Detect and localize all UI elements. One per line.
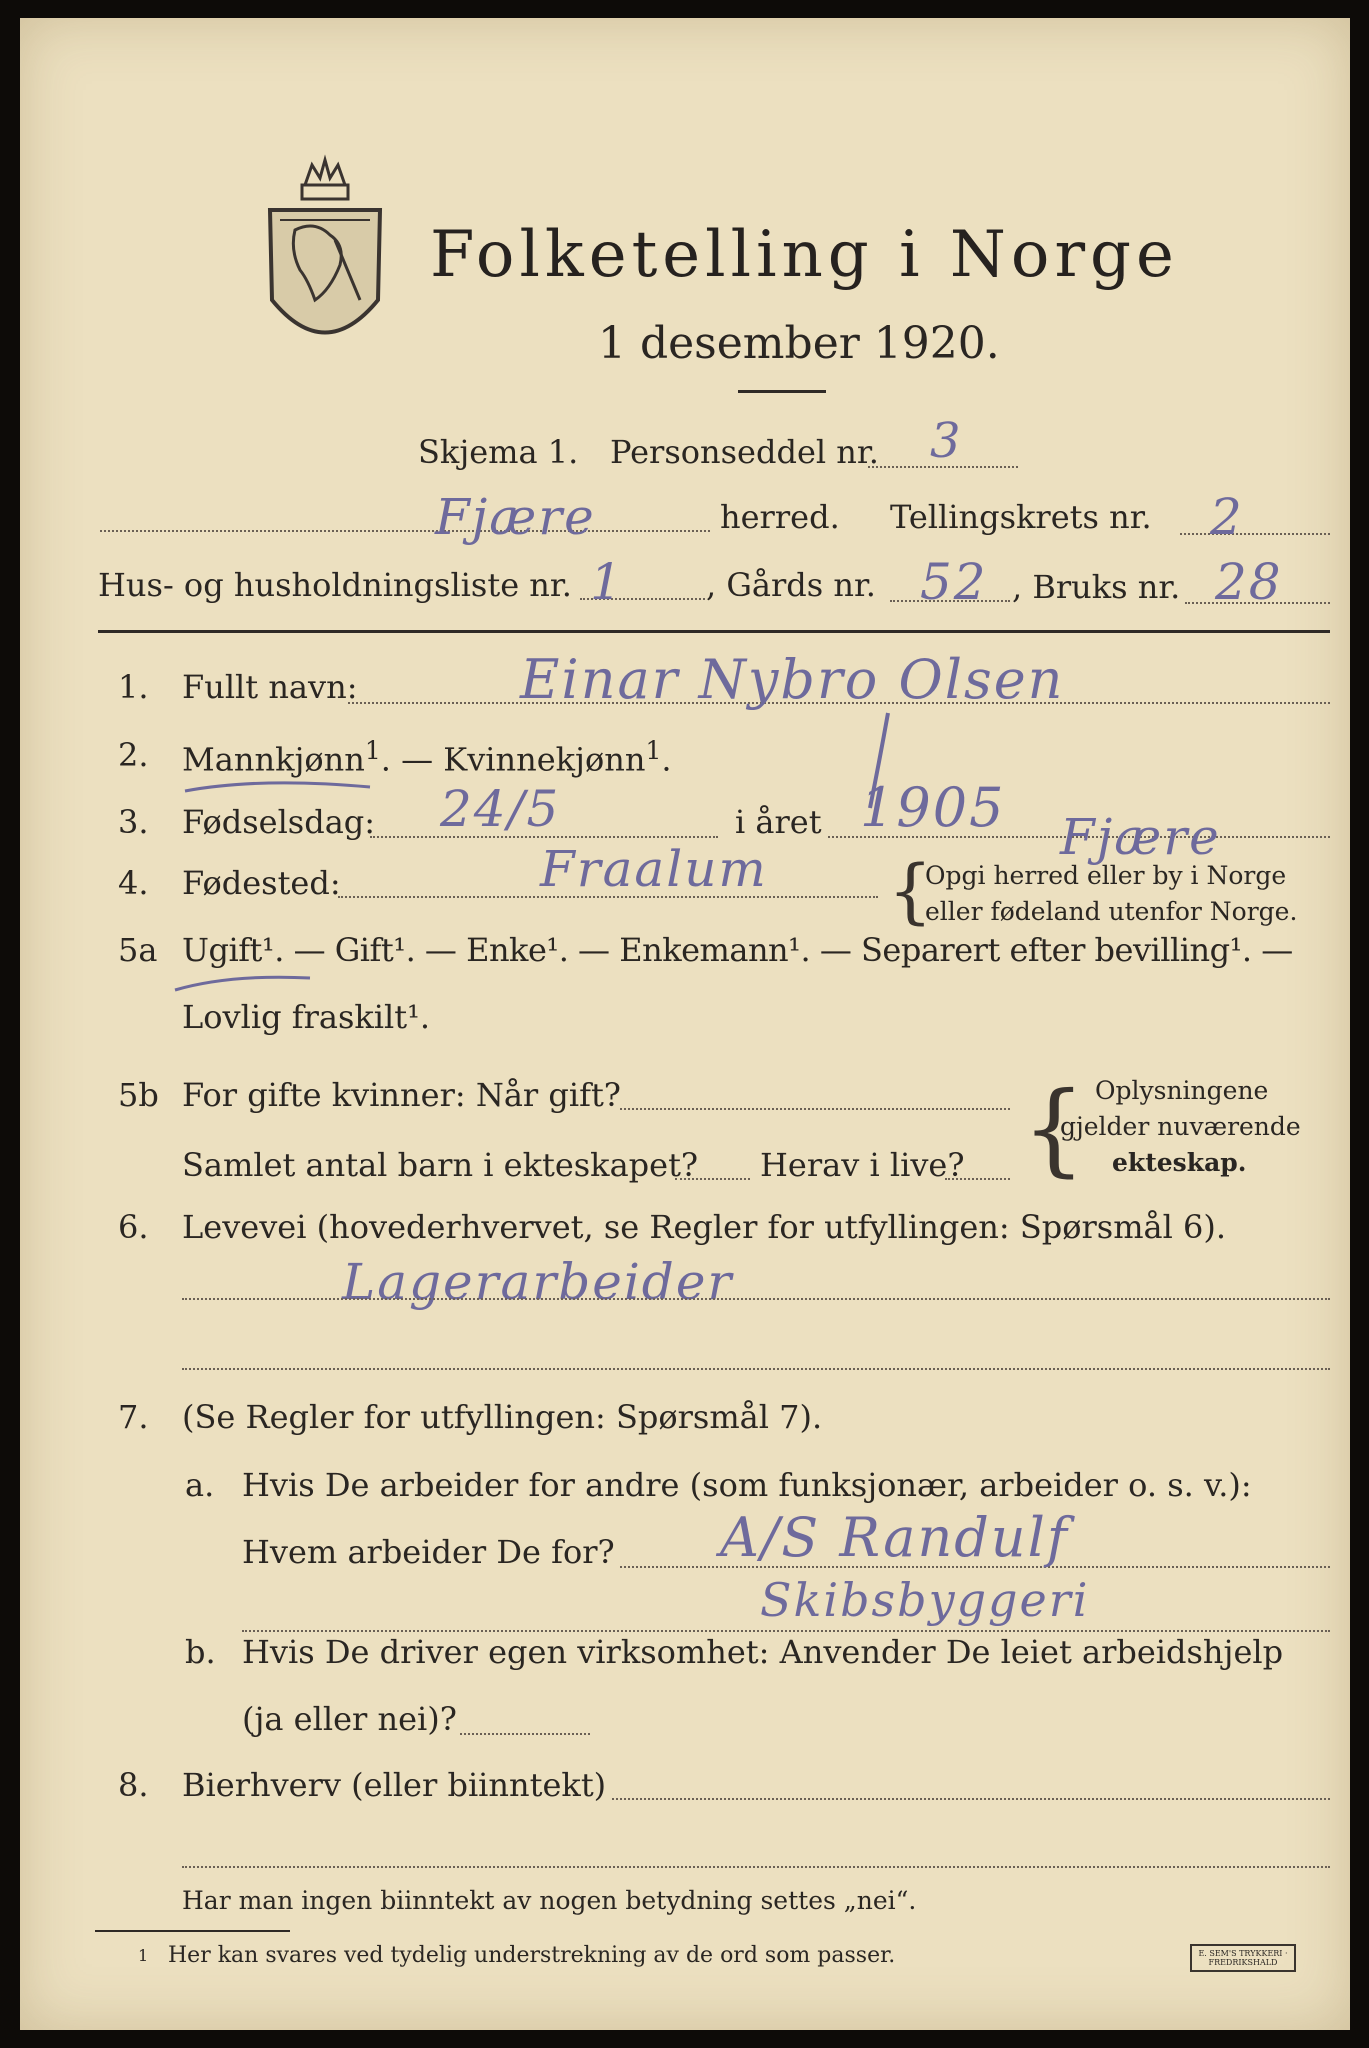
gards-value: 52 <box>920 553 988 611</box>
tellingskrets-value: 2 <box>1210 488 1244 546</box>
q2-male-sup: 1 <box>364 736 381 765</box>
q4-note-line2: eller fødeland utenfor Norge. <box>925 897 1298 926</box>
q6-number: 6. <box>118 1208 149 1246</box>
side-income-field[interactable] <box>612 1798 1330 1800</box>
children-alive-field[interactable] <box>945 1178 1010 1180</box>
q6-label: Levevei (hovederhvervet, se Regler for utfyllingen: Spørsmål 6). <box>182 1208 1227 1246</box>
printer-stamp: E. SEM'S TRYKKERI · FREDRIKSHALD <box>1190 1944 1296 1972</box>
q4-label: Fødested: <box>182 864 341 902</box>
birthplace-value-2: Fjære <box>1060 808 1221 866</box>
q5a-underline-mark <box>170 968 320 998</box>
q4-note-brace: { <box>888 850 933 932</box>
q8-label: Bierhverv (eller biinntekt) <box>182 1766 607 1804</box>
occupation-field-2[interactable] <box>182 1368 1330 1370</box>
tellingskrets-label: Tellingskrets nr. <box>890 498 1152 536</box>
personseddel-label: Personseddel nr. <box>610 433 879 471</box>
q5b-line1: For gifte kvinner: Når gift? <box>182 1076 621 1114</box>
tellingskrets-field[interactable] <box>1180 533 1330 535</box>
q7a-line2: Hvem arbeider De for? <box>242 1533 615 1571</box>
form-title: Folketelling i Norge <box>430 218 1179 292</box>
herred-label: herred. <box>720 498 840 536</box>
q5b-note-brace: { <box>1022 1070 1086 1187</box>
footnote-mark: 1 <box>138 1946 149 1965</box>
q7-label: (Se Regler for utfyllingen: Spørsmål 7). <box>182 1398 823 1436</box>
census-date: 1 desember 1920. <box>598 318 1000 369</box>
q3-label: Fødselsdag: <box>182 803 376 841</box>
birthplace-value: Fraalum <box>540 840 768 898</box>
q7b-number: b. <box>185 1633 216 1671</box>
q5b-note-line2: gjelder nuværende <box>1060 1112 1301 1141</box>
husholdningsliste-label: Hus- og husholdningsliste nr. <box>98 566 572 604</box>
birth-year-value: 1905 <box>860 776 1006 839</box>
bruks-value: 28 <box>1215 553 1283 611</box>
q8-number: 8. <box>118 1766 149 1804</box>
q5b-number: 5b <box>118 1076 159 1114</box>
q4-note-line1: Opgi herred eller by i Norge <box>925 861 1287 890</box>
q2-underline-mark <box>180 773 380 803</box>
footnote-text: Her kan svares ved tydelig understrekning av de ord som passer. <box>168 1943 896 1968</box>
norway-coat-of-arms-icon <box>260 150 390 370</box>
husholdningsliste-value: 1 <box>590 553 624 611</box>
schema-label: Skjema 1. <box>418 433 579 471</box>
q5b-note-line1: Oplysningene <box>1095 1076 1269 1105</box>
married-when-field[interactable] <box>620 1108 1010 1110</box>
children-count-field[interactable] <box>675 1178 750 1180</box>
hired-help-field[interactable] <box>460 1733 590 1735</box>
q1-number: 1. <box>118 668 149 706</box>
census-form-sheet <box>20 18 1350 2030</box>
q7a-line1: Hvis De arbeider for andre (som funksjonær, arbeider o. s. v.): <box>242 1466 1252 1504</box>
full-name-value: Einar Nybro Olsen <box>520 648 1065 711</box>
herred-value: Fjære <box>435 488 596 546</box>
q2-number: 2. <box>118 736 149 774</box>
birthday-value: 24/5 <box>440 780 561 838</box>
q5a-options[interactable]: Ugift¹. — Gift¹. — Enke¹. — Enkemann¹. — Separert efter bevilling¹. — <box>182 931 1293 969</box>
q4-number: 4. <box>118 864 149 902</box>
gards-label: , Gårds nr. <box>706 566 876 604</box>
q2-female-option[interactable]: Kvinnekjønn <box>443 740 646 779</box>
q5a-number: 5a <box>118 931 158 969</box>
q5b-note-line3: ekteskap. <box>1112 1148 1247 1177</box>
q7a-number: a. <box>185 1466 215 1504</box>
personseddel-value: 3 <box>930 413 963 469</box>
side-income-field-2[interactable] <box>182 1866 1330 1868</box>
employer-value-2: Skibsbyggeri <box>760 1573 1090 1627</box>
q2-end: . <box>661 740 672 779</box>
q2-male-option[interactable]: Mannkjønn <box>182 740 365 779</box>
header-divider <box>98 630 1330 633</box>
q7-number: 7. <box>118 1398 149 1436</box>
q5a-options-line2[interactable]: Lovlig fraskilt¹. <box>182 998 431 1036</box>
title-divider <box>738 390 826 393</box>
bruks-label: , Bruks nr. <box>1012 568 1181 606</box>
footnote-divider <box>95 1930 290 1932</box>
q8-note: Har man ingen biinntekt av nogen betydning settes „nei“. <box>182 1886 917 1915</box>
year-label: i året <box>735 803 822 841</box>
herred-field[interactable] <box>100 530 710 532</box>
occupation-value: Lagerarbeider <box>342 1253 734 1311</box>
employer-value: A/S Randulf <box>720 1506 1069 1569</box>
q5b-alive-label: Herav i live? <box>760 1146 965 1184</box>
occupation-field[interactable] <box>182 1298 1330 1300</box>
q3-number: 3. <box>118 803 149 841</box>
q7b-line1: Hvis De driver egen virksomhet: Anvender De leiet arbeidshjelp <box>242 1633 1284 1671</box>
q2-separator: . — <box>380 740 444 779</box>
employer-field-2[interactable] <box>242 1630 1330 1632</box>
q7b-line2: (ja eller nei)? <box>242 1700 457 1738</box>
q2-female-sup: 1 <box>645 736 662 765</box>
q5b-children-label: Samlet antal barn i ekteskapet? <box>182 1146 699 1184</box>
q1-label: Fullt navn: <box>182 668 358 706</box>
